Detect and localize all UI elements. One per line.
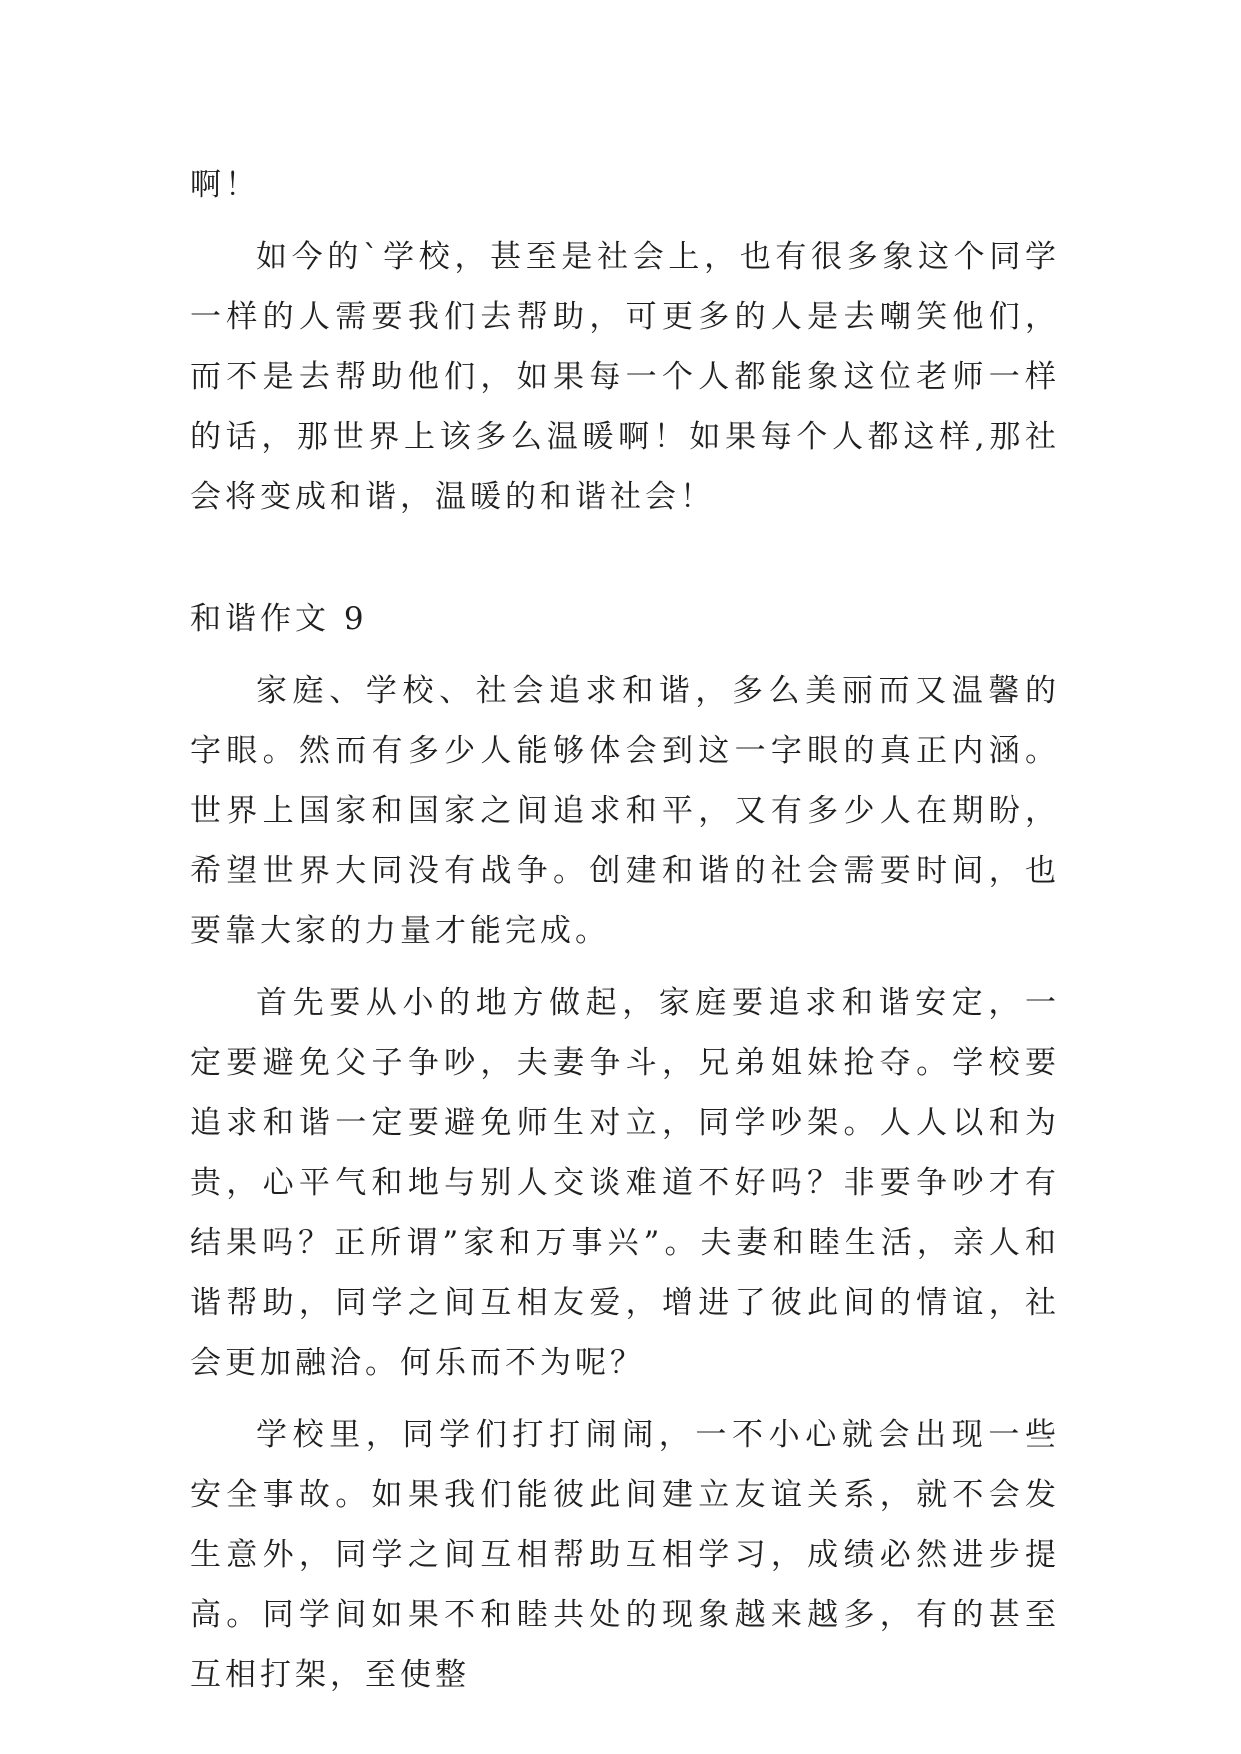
paragraph-2: 家庭、学校、社会追求和谐，多么美丽而又温馨的字眼。然而有多少人能够体会到这一字眼的真正内涵。世界上国家和国家之间追求和平，又有多少人在期盼，希望世界大同没有战争。创建和谐的社会需要时间，也要靠大家的力量才能完成。 — [190, 673, 1060, 949]
paragraph-1: 如今的`学校，甚至是社会上，也有很多象这个同学一样的人需要我们去帮助，可更多的人是去嘲笑他们，而不是去帮助他们，如果每一个人都能象这位老师一样的话，那世界上该多么温暖啊！如果每个人都这样,那社会将变成和谐，温暖的和谐社会！ — [190, 239, 1060, 515]
continuation-text: 啊！ — [190, 167, 260, 203]
section-heading: 和谐作文 9 — [190, 601, 368, 637]
paragraph-4: 学校里，同学们打打闹闹，一不小心就会出现一些安全事故。如果我们能彼此间建立友谊关系，就不会发生意外，同学之间互相帮助互相学习，成绩必然进步提高。同学间如果不和睦共处的现象越来越多，有的甚至互相打架，至使整 — [190, 1417, 1060, 1693]
document-page — [190, 155, 1060, 1705]
paragraph-3: 首先要从小的地方做起，家庭要追求和谐安定，一定要避免父子争吵，夫妻争斗，兄弟姐妹抢夺。学校要追求和谐一定要避免师生对立，同学吵架。人人以和为贵，心平气和地与别人交谈难道不好吗？非要争吵才有结果吗？正所谓”家和万事兴”。夫妻和睦生活，亲人和谐帮助，同学之间互相友爱，增进了彼此间的情谊，社会更加融洽。何乐而不为呢？ — [190, 985, 1060, 1381]
